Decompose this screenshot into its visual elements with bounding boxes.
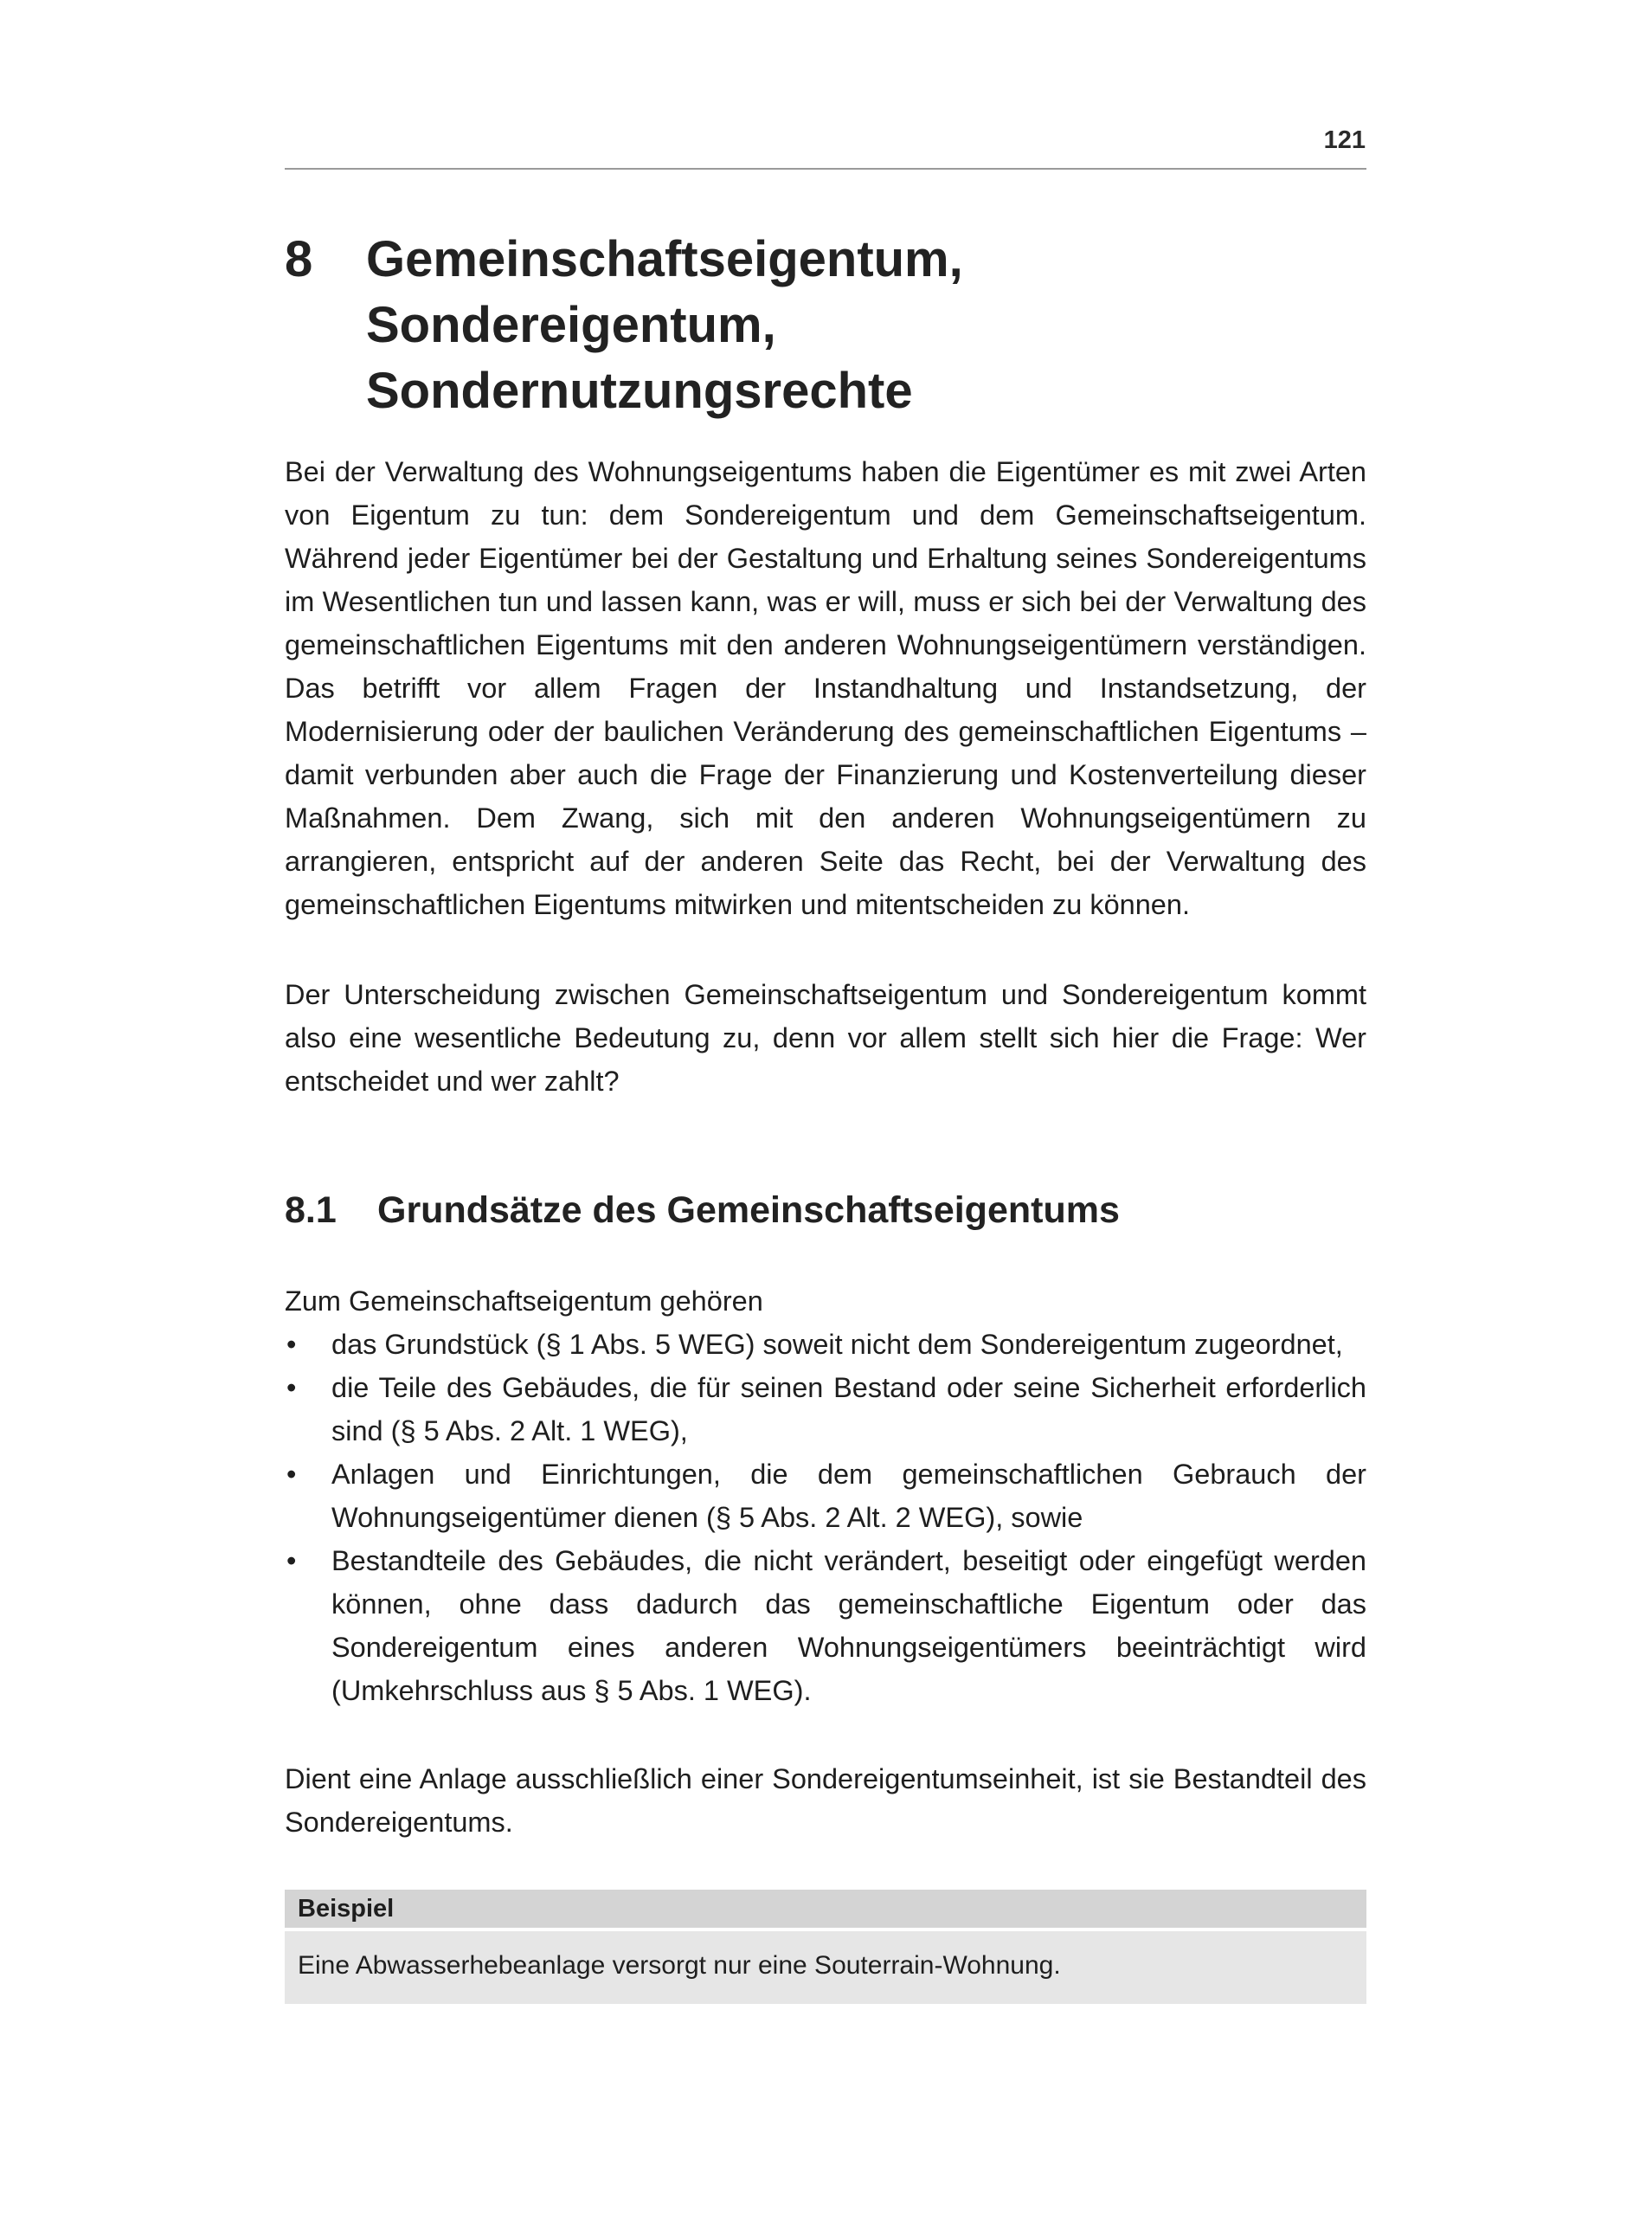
page-number: 121	[1323, 126, 1366, 154]
chapter-title	[366, 227, 1366, 424]
intro-paragraph-2: Der Unterscheidung zwischen Gemeinschaftseigentum und Sondereigentum kommt also eine wesentliche Bedeutung zu, denn vor allem stellt sich hier die Frage: Wer entscheidet und wer zahlt?	[285, 979, 1366, 1097]
intro-paragraph-1: Bei der Verwaltung des Wohnungseigentums haben die Eigentümer es mit zwei Arten von Eigentum zu tun: dem Sondereigentum und dem Gemeinschaftseigentum. Während jeder Eigentümer bei der Gestaltung und Erhaltung seines Sondereigentums im Wesentlichen tun und lassen kann, was er will, muss er sich bei der Verwaltung des gemeinschaftlichen Eigentums mit den anderen Wohnungseigentümern verständigen. Das betrifft vor allem Fragen der Instandhaltung und Instandsetzung, der Modernisierung oder der baulichen Veränderung des gemeinschaftlichen Eigentums – damit verbunden aber auch die Frage der Finanzierung und Kostenverteilung dieser Maßnahmen. Dem Zwang, sich mit den anderen Wohnungseigentümern zu arrangieren, entspricht auf der anderen Seite das Recht, bei der Verwaltung des gemeinschaftlichen Eigentums mitwirken und mitentscheiden zu können.	[285, 456, 1366, 920]
list-item	[285, 1366, 1366, 1453]
chapter-number: 8	[285, 231, 313, 287]
list-item-text: das Grundstück (§ 1 Abs. 5 WEG) soweit nicht dem Sondereigentum zugeordnet,	[331, 1329, 1343, 1360]
header-rule	[285, 168, 1366, 170]
example-box	[285, 1890, 1366, 2004]
list-item	[285, 1453, 1366, 1539]
chapter-title-line-2: Sondernutzungsrechte	[366, 363, 913, 419]
chapter-title-line-1: Gemeinschaftseigentum, Sondereigentum,	[366, 231, 963, 353]
list-item	[285, 1323, 1366, 1366]
bullet-list	[285, 1323, 1366, 1712]
list-item-text: Anlagen und Einrichtungen, die dem gemeinschaftlichen Gebrauch der Wohnungseigentümer dienen (§ 5 Abs. 2 Alt. 2 WEG), sowie	[331, 1459, 1366, 1533]
section-number: 8.1	[285, 1189, 337, 1231]
bullet-icon: •	[286, 1329, 297, 1360]
example-text: Eine Abwasserhebeanlage versorgt nur eine Souterrain-Wohnung.	[285, 1931, 1366, 2004]
list-intro: Zum Gemeinschaftseigentum gehören	[285, 1285, 763, 1317]
list-item	[285, 1539, 1366, 1712]
example-label: Beispiel	[285, 1890, 1366, 1928]
list-item-text: Bestandteile des Gebäudes, die nicht verändert, beseitigt oder eingefügt werden können, ohne dass dadurch das gemeinschaftliche Eigentum oder das Sondereigentum eines anderen Wohnungseigentümers beeinträchtigt wird (Umkehrschluss aus § 5 Abs. 1 WEG).	[331, 1545, 1366, 1706]
bullet-icon: •	[286, 1459, 297, 1490]
section-title: Grundsätze des Gemeinschaftseigentums	[377, 1189, 1120, 1231]
bullet-icon: •	[286, 1372, 297, 1403]
bullet-icon: •	[286, 1545, 297, 1576]
section-paragraph: Dient eine Anlage ausschließlich einer Sondereigentumseinheit, ist sie Bestandteil des Sondereigentums.	[285, 1763, 1366, 1838]
list-item-text: die Teile des Gebäudes, die für seinen Bestand oder seine Sicherheit erforderlich sind (§ 5 Abs. 2 Alt. 1 WEG),	[331, 1372, 1366, 1446]
